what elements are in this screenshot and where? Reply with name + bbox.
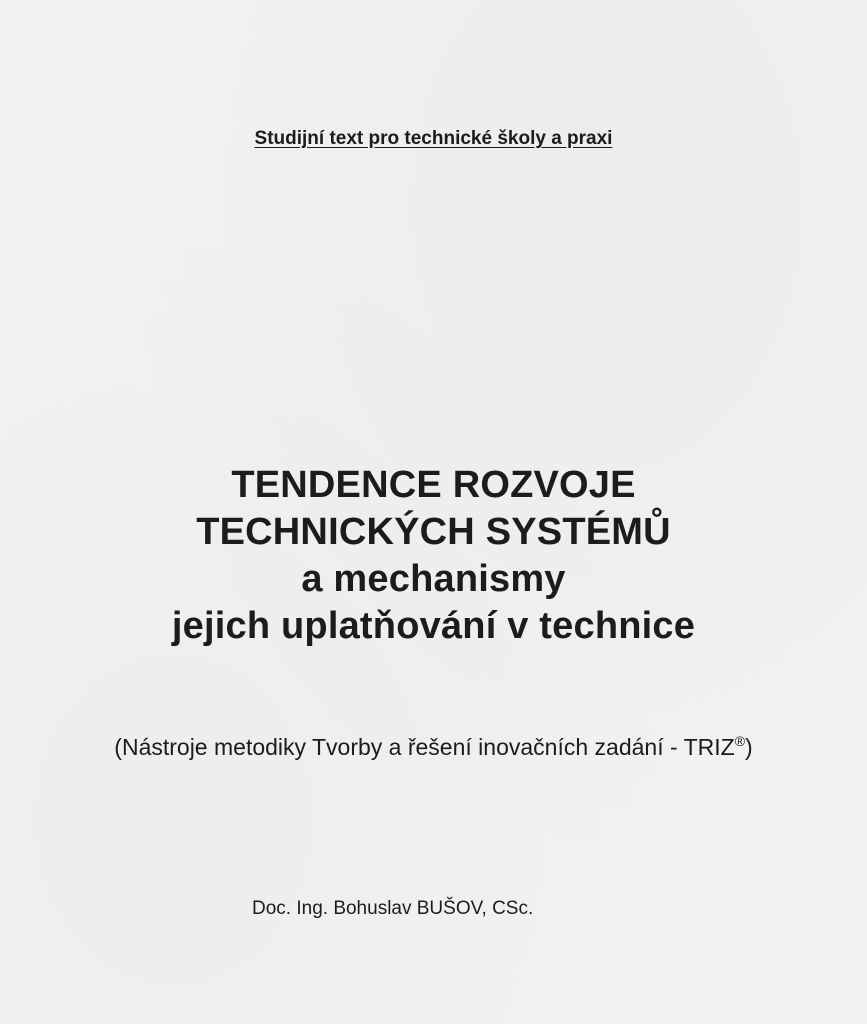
author-name: Doc. Ing. Bohuslav BUŠOV, CSc. [252, 898, 534, 919]
triz-subtitle-close: ) [745, 734, 753, 760]
title-line-3: a mechanismy [301, 558, 566, 600]
title-line-2: TECHNICKÝCH SYSTÉMŮ [196, 511, 671, 553]
triz-subtitle [0, 733, 867, 761]
registered-mark: ® [734, 733, 746, 749]
triz-subtitle-text: (Nástroje metodiky Tvorby a řešení inovačních zadání - TRIZ [114, 734, 735, 760]
document-subtitle: Studijní text pro technické školy a praxi [254, 128, 613, 149]
title-line-4: jejich uplatňování v technice [171, 605, 696, 647]
document-title [0, 462, 867, 650]
title-line-1: TENDENCE ROZVOJE [231, 464, 636, 506]
